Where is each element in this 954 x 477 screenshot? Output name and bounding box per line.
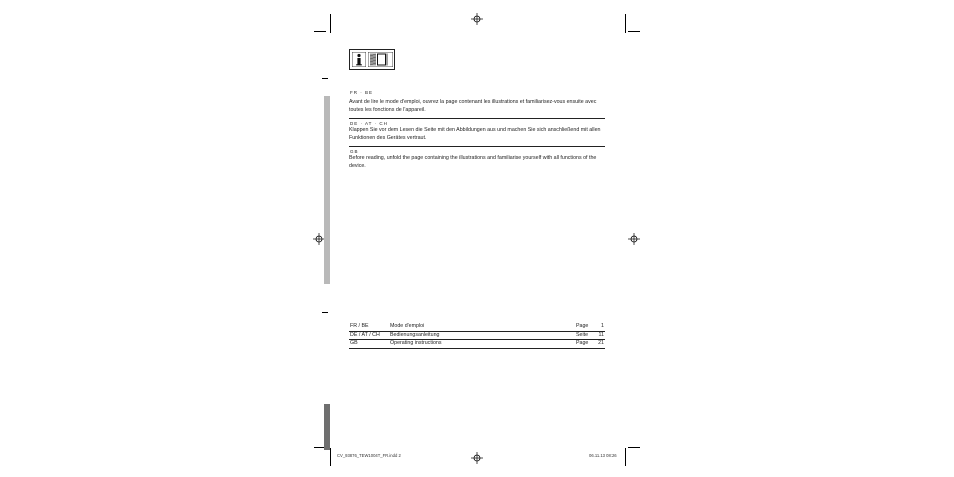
footer-filename: CV_93876_TEW1004T_FR.indd 2 [337, 453, 401, 458]
unfold-page-icon [368, 52, 393, 67]
instruction-text-de: Klappen Sie vor dem Lesen die Seite mit den Abbildungen aus und machen Sie sich anschließend mit allen Funktionen des Gerätes vertraut. [349, 127, 601, 141]
toc-title: Bedienungsanleitung [390, 332, 440, 338]
crop-mark [625, 448, 626, 466]
instruction-text-fr: Avant de lire le mode d'emploi, ouvrez la page contenant les illustrations et familiarisez-vous ensuite avec toutes les fonctions de l'appareil. [349, 99, 597, 113]
toc-page-number: 21 [598, 340, 604, 346]
fold-mark [322, 78, 328, 79]
registration-mark-icon [471, 452, 483, 464]
page-edge-bar-dark [324, 404, 330, 450]
toc-page-number: 11 [598, 332, 604, 338]
crop-mark [330, 448, 331, 466]
page-edge-bar [324, 96, 330, 284]
language-icons: FR · BE [350, 90, 374, 95]
info-icon [352, 52, 366, 67]
language-icons: GB [350, 149, 359, 154]
toc-row [349, 331, 605, 339]
divider [349, 118, 605, 119]
toc-title: Mode d'emploi [390, 323, 425, 329]
toc-title: Operating instructions [390, 340, 442, 346]
registration-mark-icon [628, 233, 640, 245]
instruction-text-gb: Before reading, unfold the page containing the illustrations and familiarise yourself with all functions of the device. [349, 155, 597, 169]
footer-timestamp: 06.11.13 08:26 [589, 453, 617, 458]
registration-mark-icon [471, 13, 483, 25]
crop-mark [625, 14, 626, 33]
language-icons: DE · AT · CH [350, 121, 388, 126]
toc-row [349, 339, 605, 347]
toc-lang: DE / AT / CH [350, 332, 380, 338]
divider [349, 146, 605, 147]
toc-lang: GB [350, 340, 358, 346]
fold-mark [322, 312, 328, 313]
divider [349, 348, 605, 349]
toc-page-number: 1 [601, 323, 604, 329]
info-icon-box [349, 49, 395, 70]
toc-lang: FR / BE [350, 323, 369, 329]
toc-page-label: Page [576, 340, 589, 346]
toc-row [349, 322, 605, 330]
toc-page-label: Seite [576, 332, 589, 338]
crop-mark [628, 447, 640, 448]
crop-mark [330, 14, 331, 33]
toc-page-label: Page [576, 323, 589, 329]
crop-mark [314, 31, 326, 32]
crop-mark [628, 31, 640, 32]
